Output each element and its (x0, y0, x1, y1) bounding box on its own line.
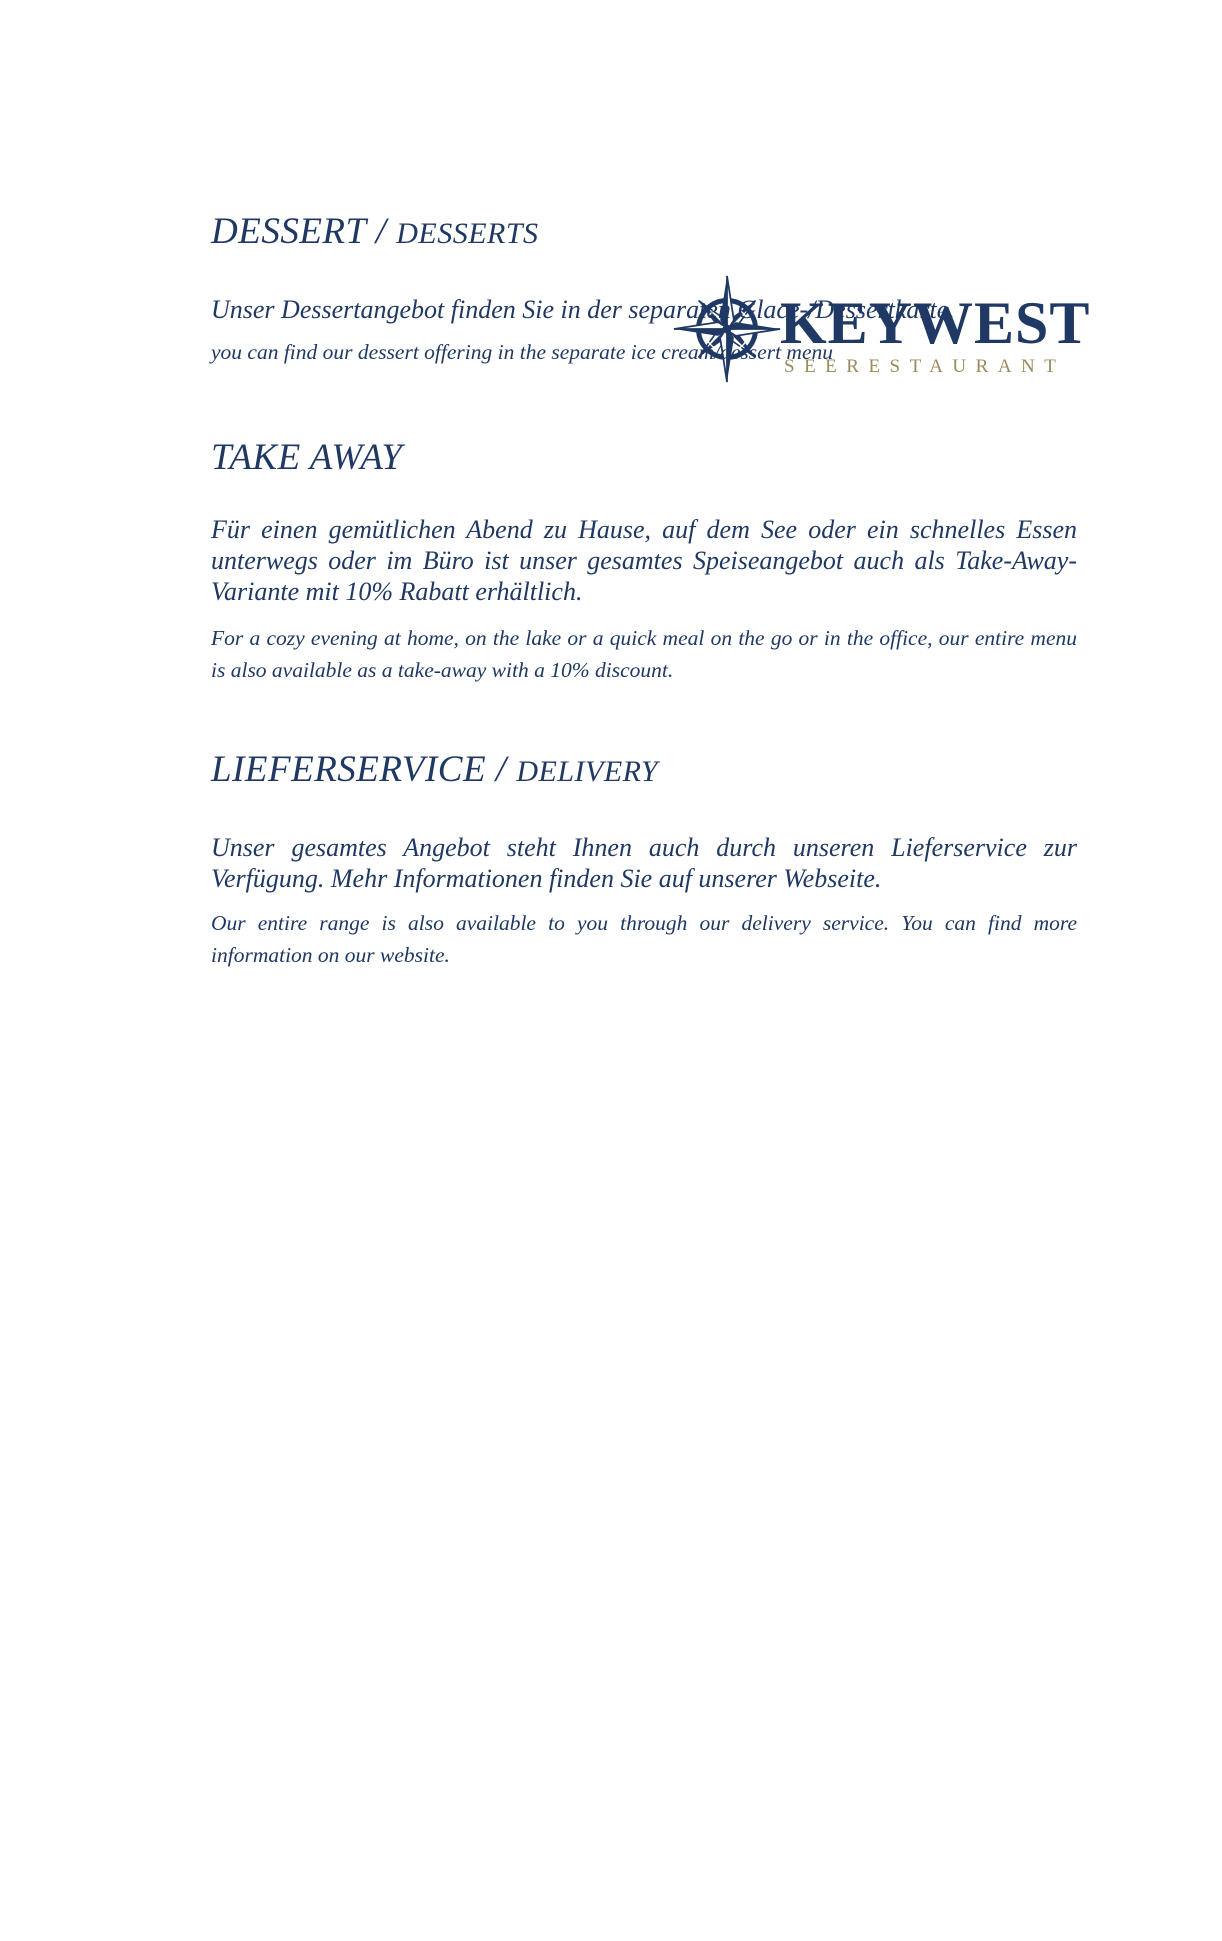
delivery-text-german: Unser gesamtes Angebot steht Ihnen auch durch unseren Lieferservice zur Verfügung. Mehr Informationen finden Sie auf unserer Webseite. (211, 833, 1077, 893)
section-takeaway (211, 438, 1077, 686)
heading-separator: / (365, 211, 397, 252)
delivery-heading-english: DELIVERY (516, 755, 659, 788)
delivery-text-english: Our entire range is also available to you through our delivery service. You can find more information on our website. (211, 911, 1077, 967)
dessert-heading (211, 212, 1077, 254)
takeaway-text-german: Für einen gemütlichen Abend zu Hause, auf dem See oder ein schnelles Essen unterwegs oder im Büro ist unser gesamtes Speiseangebot auch als Take-Away-Variante mit 10% Rabatt erhältlich. (211, 515, 1077, 606)
dessert-heading-german: DESSERT (211, 211, 366, 252)
takeaway-heading (211, 438, 1077, 478)
section-delivery (211, 750, 1077, 971)
takeaway-heading-label: TAKE AWAY (211, 437, 403, 478)
dessert-heading-english: DESSERTS (396, 217, 539, 250)
section-dessert (211, 212, 1077, 368)
delivery-heading-german: LIEFERSERVICE (211, 749, 487, 790)
brand-subtitle: SEERESTAURANT (784, 356, 1066, 377)
heading-separator: / (486, 749, 517, 790)
brand-name: KEYWEST (780, 290, 1091, 356)
dessert-text-german: Unser Dessertangebot finden Sie in der separaten Glace-/Dessertkarte. (211, 295, 955, 324)
dessert-text-english: you can find our dessert offering in the separate ice cream/dessert menu (211, 340, 833, 364)
menu-page (0, 212, 1222, 1941)
menu-content (0, 212, 1222, 971)
takeaway-text-english: For a cozy evening at home, on the lake or a quick meal on the go or in the office, our entire menu is also available as a take-away with a 10% discount. (211, 626, 1077, 682)
delivery-heading (211, 750, 1077, 792)
